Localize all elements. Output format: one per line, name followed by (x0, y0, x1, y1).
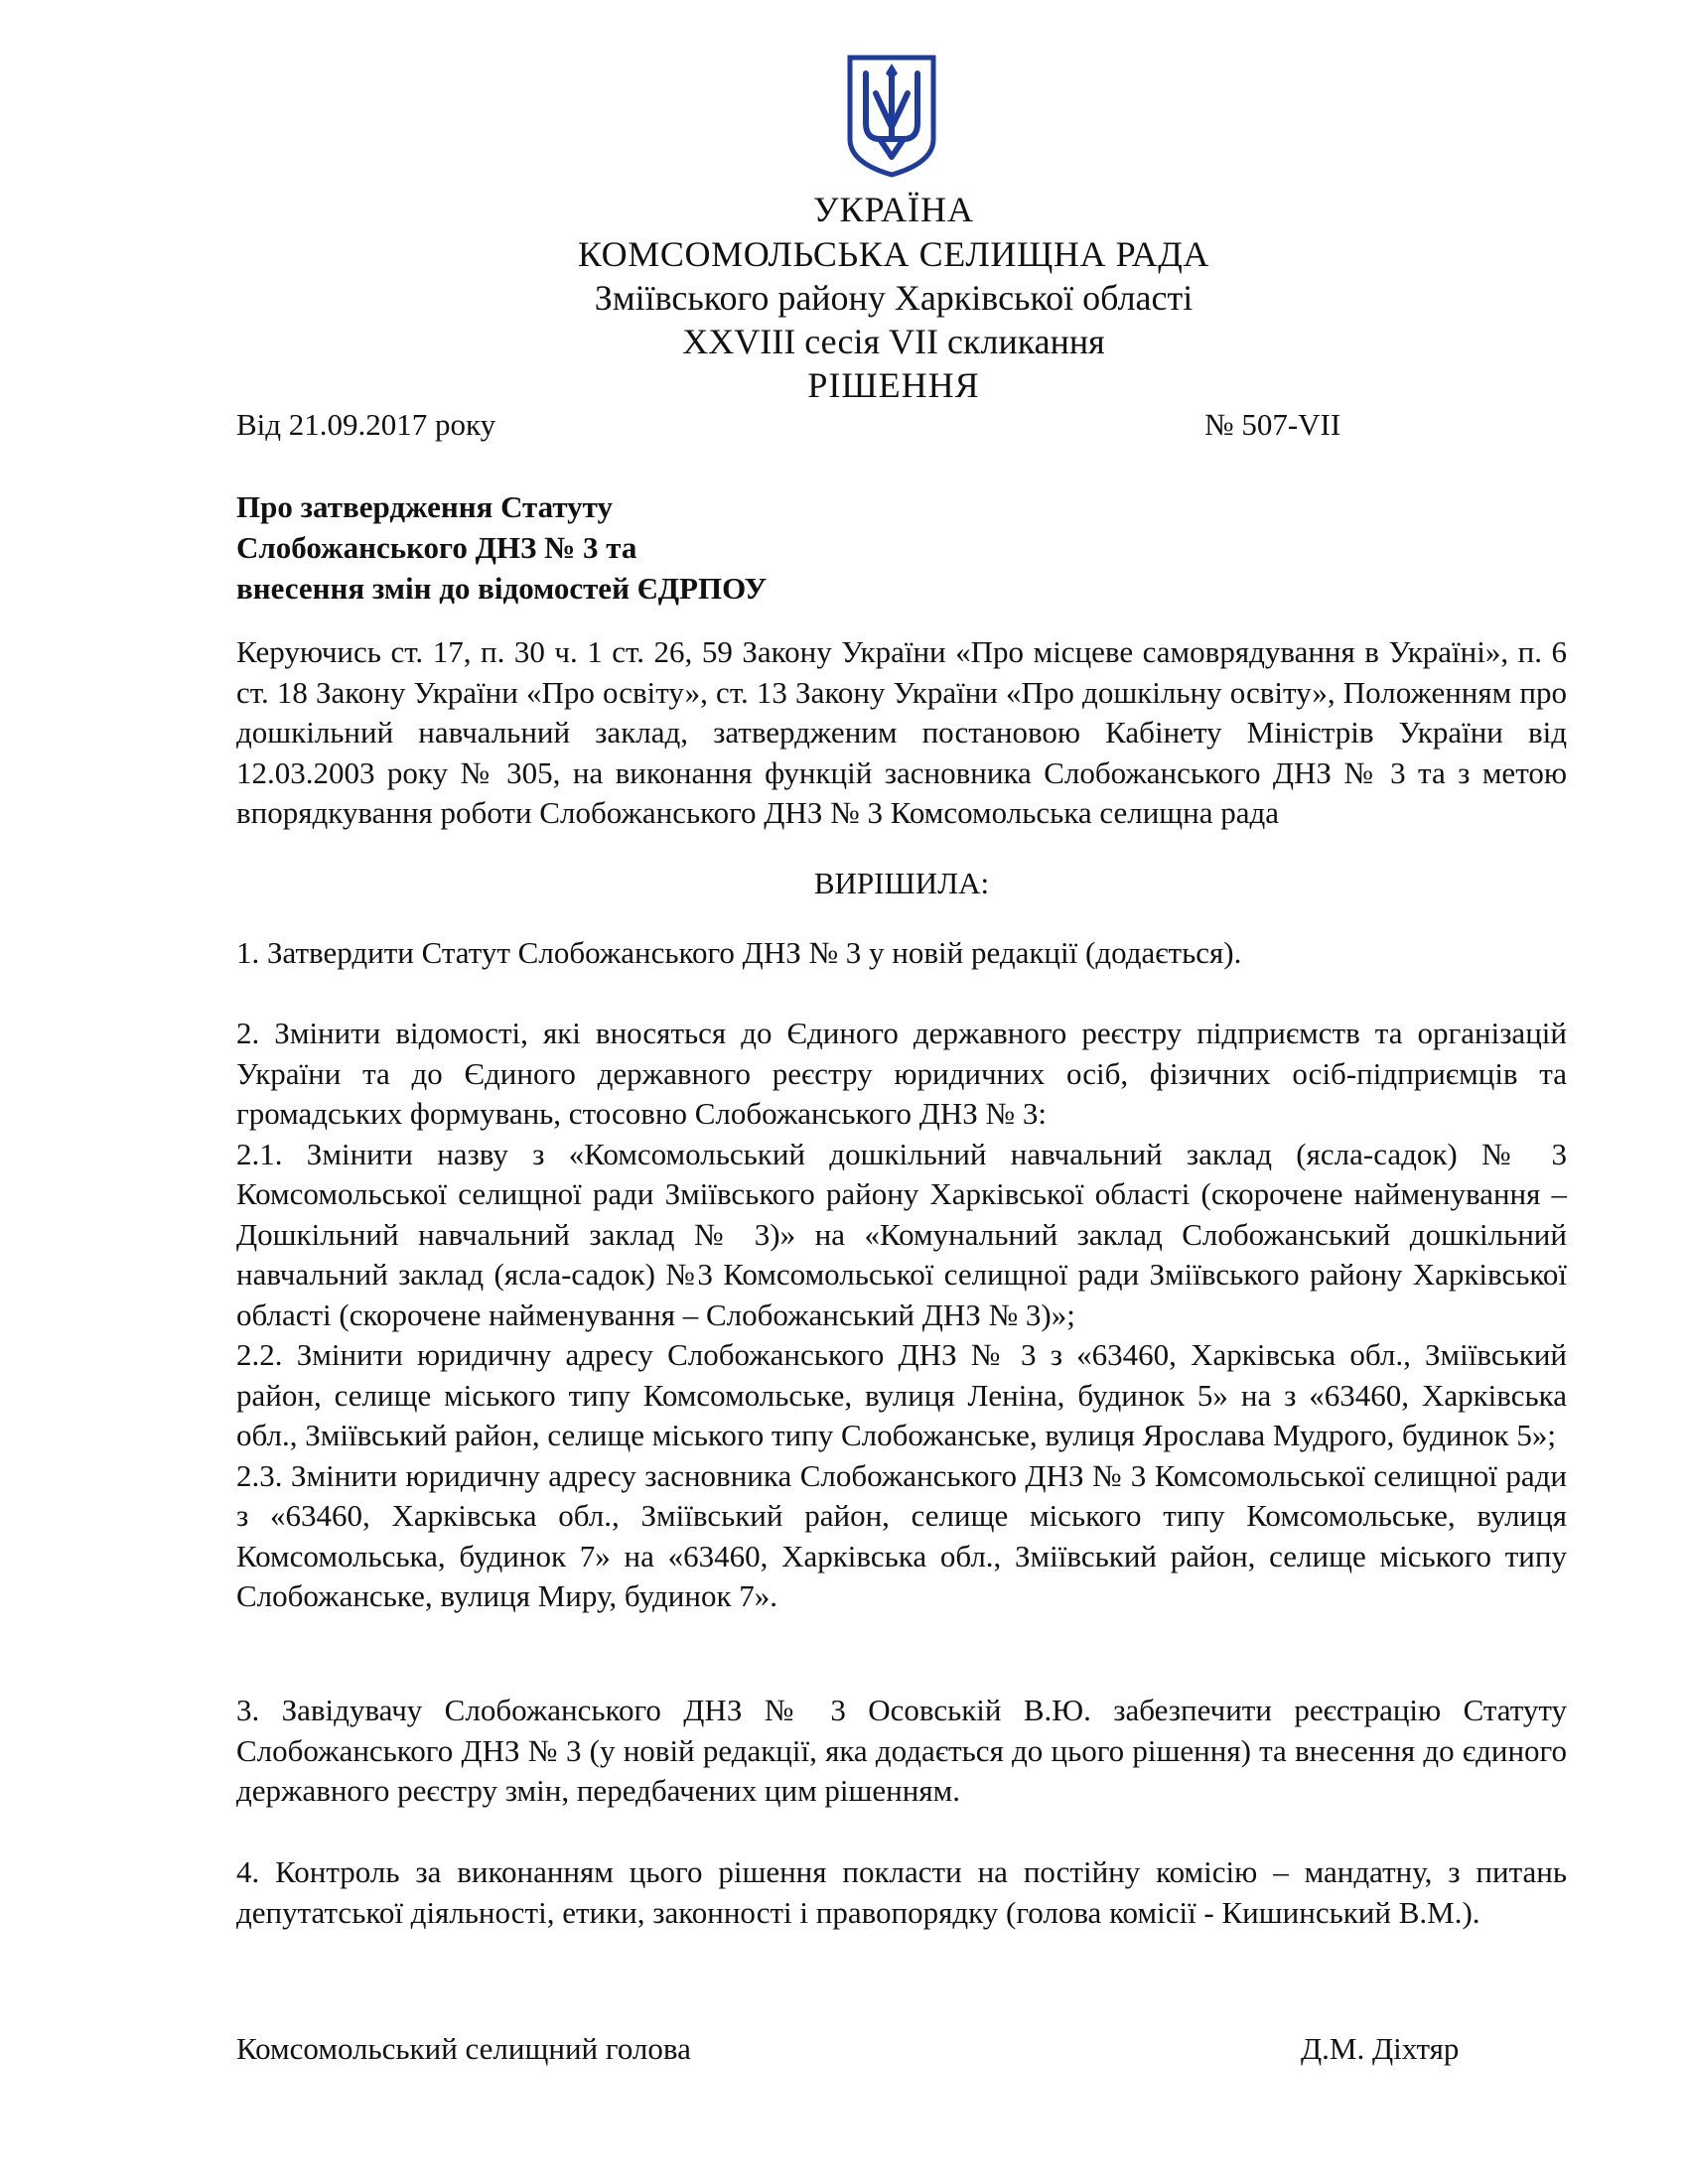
subitem-2-2: 2.2. Змінити юридичну адресу Слобожанського ДНЗ № 3 з «63460, Харківська обл., Зміївський район, селище міського типу Комсомольське, вулиця Леніна, будинок 5» на з «63460, Харківська обл., Зміївський район, селище міського типу Слобожанське, вулиця Ярослава Мудрого, будинок 5»; (236, 1337, 1567, 1452)
preamble-paragraph (236, 632, 1567, 834)
item-text: 1. Затвердити Статут Слобожанського ДНЗ № 3 у новій редакції (додається). (236, 935, 1242, 970)
signature-title: Комсомольський селищний голова (236, 2031, 691, 2066)
subitem-2-1: 2.1. Змінити назву з «Комсомольський дошкільний навчальний заклад (ясла-садок) № 3 Комсомольської селищної ради Зміївського району Харківської області (скорочене найменування – Дошкільний навчальний заклад № 3)» на «Комунальний заклад Слобожанський дошкільний навчальний заклад (ясла-садок) №3 Комсомольської селищної ради Зміївського району Харківської області (скорочене найменування – Слобожанський ДНЗ № 3)»; (236, 1136, 1567, 1332)
document-type: РІШЕННЯ (807, 365, 980, 405)
subject-line: Слобожанського ДНЗ № 3 та (236, 530, 637, 565)
item-text: 2. Змінити відомості, які вносяться до Єдиного державного реєстру підприємств та організацій України та до Єдиного державного реєстру юридичних осіб, фізичних осіб-підприємців та громадських формувань, стосовно Слобожанського ДНЗ № 3: (236, 1016, 1567, 1131)
decision-item-1 (236, 933, 1567, 974)
decision-subject (236, 486, 767, 609)
subitem-2-3: 2.3. Змінити юридичну адресу засновника Слобожанського ДНЗ № 3 Комсомольської селищної ради з «63460, Харківська обл., Зміївський район, селище міського типу Комсомольське, вулиця Комсомольська, будинок 7» на «63460, Харківська обл., Зміївський район, селище міського типу Слобожанське, вулиця Миру, будинок 7». (236, 1457, 1567, 1613)
resolved-heading: ВИРІШИЛА: (813, 866, 990, 900)
decision-item-3 (236, 1691, 1567, 1812)
trident-coat-of-arms-icon (846, 54, 937, 179)
decision-number: № 507-VII (1204, 407, 1341, 442)
decision-item-4 (236, 1852, 1567, 1933)
district-title: Зміївського району Харківської області (594, 278, 1194, 318)
item-text: 3. Завідувачу Слобожанського ДНЗ № 3 Осовській В.Ю. забезпечити реєстрацію Статуту Слобожанського ДНЗ № 3 (у новій редакції, яка додається до цього рішення) та внесення до єдиного державного реєстру змін, передбачених цим рішенням. (236, 1693, 1567, 1808)
country-title: УКРАЇНА (813, 190, 974, 229)
council-title: КОМСОМОЛЬСЬКА СЕЛИЩНА РАДА (577, 234, 1210, 274)
signature-name: Д.М. Діхтяр (1301, 2031, 1460, 2066)
subject-line: Про затвердження Статуту (236, 489, 613, 524)
subject-line: внесення змін до відомостей ЄДРПОУ (236, 571, 768, 606)
item-text: 4. Контроль за виконанням цього рішення покласти на постійну комісію – мандатну, з питань депутатської діяльності, етики, законності і правопорядку (голова комісії - Кишинський В.М.). (236, 1854, 1567, 1930)
decision-item-2 (236, 1014, 1567, 1617)
decision-date: Від 21.09.2017 року (236, 407, 496, 442)
preamble-text: Керуючись ст. 17, п. 30 ч. 1 ст. 26, 59 Закону України «Про місцеве самоврядування в Україні», п. 6 ст. 18 Закону України «Про освіту», ст. 13 Закону України «Про дошкільну освіту», Положенням про дошкільний навчальний заклад, затвердженим постановою Кабінету Міністрів України від 12.03.2003 року № 305, на виконання функцій засновника Слобожанського ДНЗ № 3 та з метою впорядкування роботи Слобожанського ДНЗ № 3 Комсомольська селищна рада (236, 634, 1567, 830)
session-title: XXVIII сесія VII скликання (682, 322, 1105, 361)
